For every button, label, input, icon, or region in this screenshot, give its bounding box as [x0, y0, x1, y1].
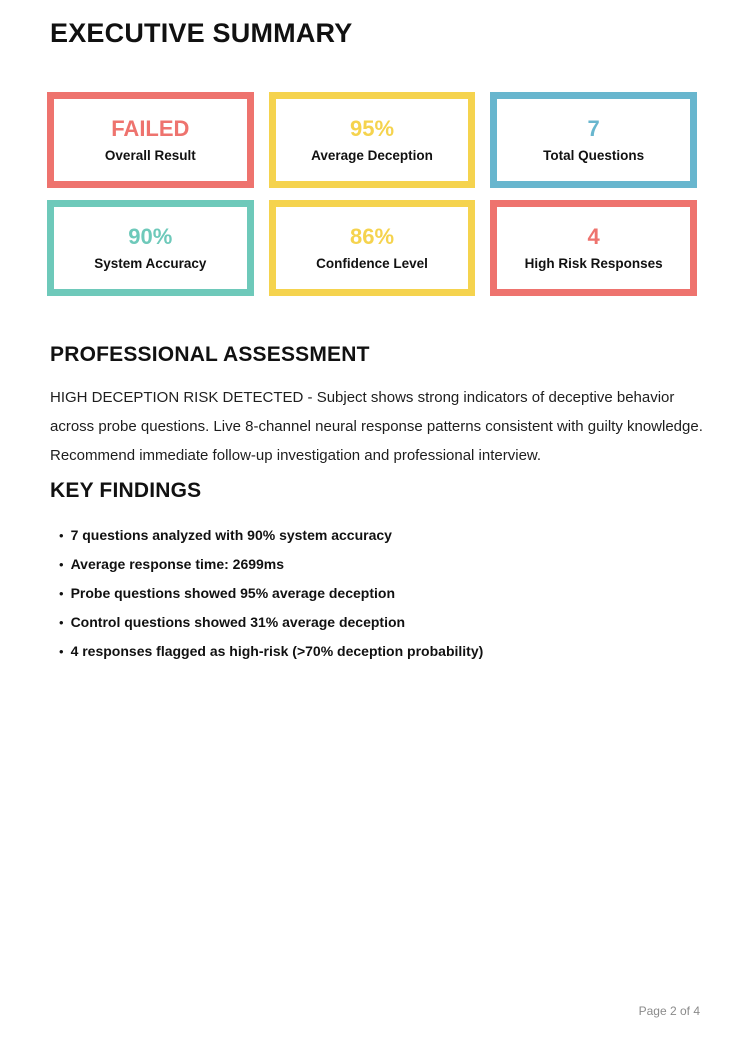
stat-label-system-accuracy: System Accuracy	[94, 255, 207, 271]
bullet-icon: •	[59, 586, 64, 601]
stat-label-overall-result: Overall Result	[104, 147, 196, 163]
key-findings-section	[50, 479, 712, 666]
stat-label-confidence-level: Confidence Level	[316, 255, 428, 271]
stat-value-high-risk-responses: 4	[587, 223, 600, 249]
bullet-icon: •	[59, 644, 64, 659]
key-finding-text: Average response time: 2699ms	[70, 556, 285, 572]
key-finding-text: Control questions showed 31% average deception	[70, 614, 406, 630]
stat-card-high-risk-responses	[490, 200, 697, 296]
key-findings-heading: KEY FINDINGS	[50, 479, 202, 502]
stat-card-grid	[47, 92, 697, 296]
page-number: Page 2 of 4	[638, 1004, 700, 1018]
stat-value-average-deception: 95%	[349, 115, 395, 141]
bullet-icon: •	[59, 528, 64, 543]
key-finding-item	[59, 521, 712, 550]
stat-value-overall-result: FAILED	[111, 115, 190, 141]
professional-assessment-heading: PROFESSIONAL ASSESSMENT	[50, 343, 370, 366]
professional-assessment-section	[50, 343, 712, 470]
page-title: EXECUTIVE SUMMARY	[50, 18, 353, 48]
stat-value-system-accuracy: 90%	[128, 223, 173, 249]
stat-card-confidence-level	[269, 200, 476, 296]
stat-card-system-accuracy	[47, 200, 254, 296]
key-finding-text: 7 questions analyzed with 90% system accuracy	[70, 527, 392, 543]
key-findings-list	[50, 521, 712, 666]
stat-label-high-risk-responses: High Risk Responses	[524, 255, 663, 271]
stat-value-confidence-level: 86%	[349, 223, 395, 249]
professional-assessment-body: HIGH DECEPTION RISK DETECTED - Subject shows strong indicators of deceptive behavior across probe questions. Live 8-channel neural response patterns consistent with guilty knowledge. Recommend immediate follow-up investigation and professional interview.	[50, 389, 703, 464]
key-finding-item	[59, 608, 712, 637]
stat-value-total-questions: 7	[587, 115, 600, 141]
stat-card-total-questions	[490, 92, 697, 188]
key-finding-item	[59, 550, 712, 579]
key-finding-text: 4 responses flagged as high-risk (>70% deception probability)	[70, 643, 484, 659]
key-finding-text: Probe questions showed 95% average deception	[70, 585, 395, 601]
stat-card-average-deception	[269, 92, 476, 188]
stat-card-overall-result	[47, 92, 254, 188]
stat-label-total-questions: Total Questions	[543, 147, 645, 163]
key-finding-item	[59, 579, 712, 608]
key-finding-item	[59, 637, 712, 666]
stat-label-average-deception: Average Deception	[311, 147, 433, 163]
bullet-icon: •	[59, 557, 64, 572]
bullet-icon: •	[59, 615, 64, 630]
